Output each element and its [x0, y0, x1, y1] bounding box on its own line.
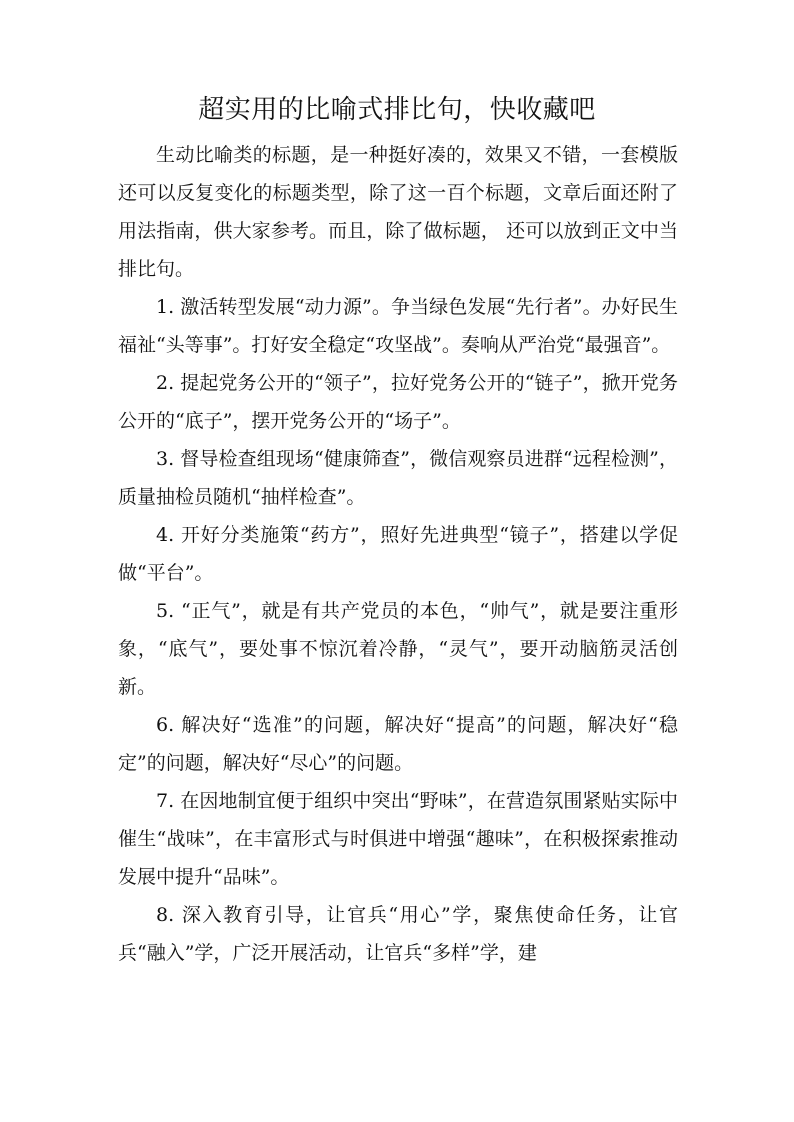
intro-paragraph: 生动比喻类的标题，是一种挺好凑的，效果又不错，一套模版还可以反复变化的标题类型，除了这一百个标题，文章后面还附了用法指南，供大家参考。而且，除了做标题， 还可以放到正文中当排比句。: [118, 144, 678, 280]
list-item: 5. “正气”，就是有共产党员的本色，“帅气”，就是要注重形象，“底气”，要处事不惊沉着冷静，“灵气”，要开动脑筋灵活创新。: [118, 600, 678, 698]
list-item: 3. 督导检查组现场“健康筛查”，微信观察员进群“远程检测”，质量抽检员随机“抽样检查”。: [118, 448, 678, 508]
list-item: 4. 开好分类施策“药方”，照好先进典型“镜子”，搭建以学促做“平台”。: [118, 524, 678, 584]
list-item: 1. 激活转型发展“动力源”。争当绿色发展“先行者”。办好民生福祉“头等事”。打好安全稳定“攻坚战”。奏响从严治党“最强音”。: [118, 296, 678, 356]
list-item: 6. 解决好“选准”的问题，解决好“提高”的问题，解决好“稳定”的问题，解决好“尽心”的问题。: [118, 714, 678, 774]
document-body: [118, 136, 678, 972]
list-item: 7. 在因地制宜便于组织中突出“野味”，在营造氛围紧贴实际中催生“战味”，在丰富形式与时俱进中增强“趣味”，在积极探索推动发展中提升“品味”。: [118, 790, 678, 888]
list-item: 8. 深入教育引导，让官兵“用心”学，聚焦使命任务，让官兵“融入”学，广泛开展活动，让官兵“多样”学，建: [118, 904, 678, 964]
list-item: 2. 提起党务公开的“领子”，拉好党务公开的“链子”，掀开党务公开的“底子”，摆开党务公开的“场子”。: [118, 372, 678, 432]
document-title: 超实用的比喻式排比句，快收藏吧: [198, 95, 596, 125]
